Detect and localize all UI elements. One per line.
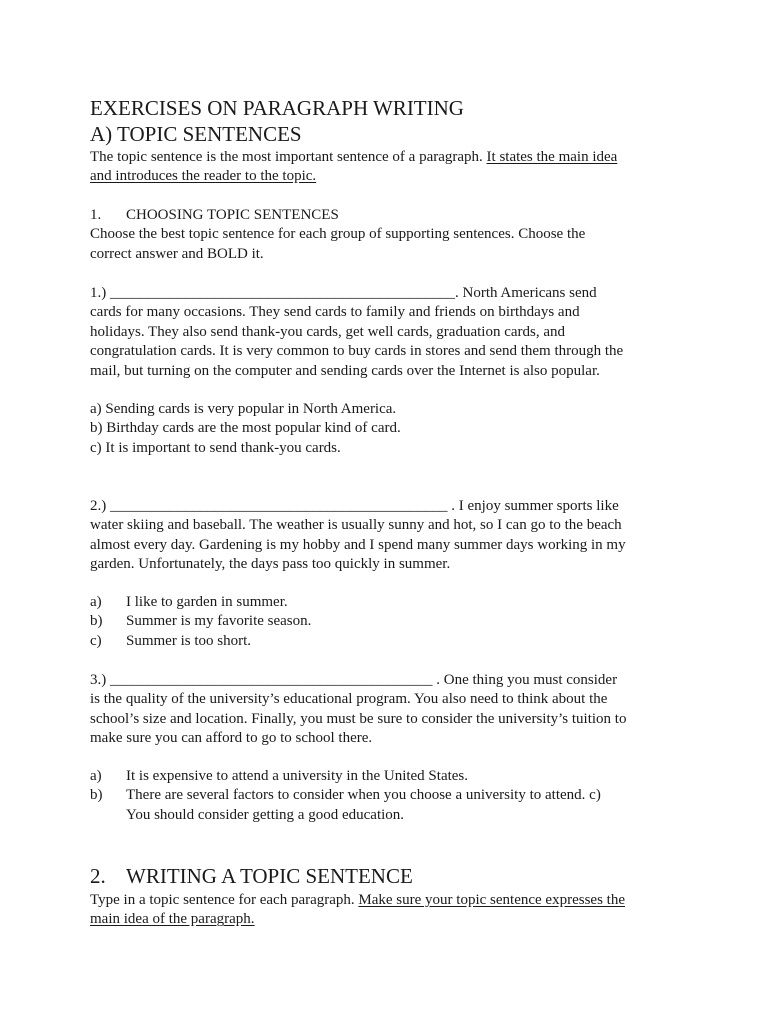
q3-line-1: 3.) ___________________________________________ . One thing you must consider — [90, 672, 618, 688]
intro-paragraph — [90, 148, 690, 187]
question-2-paragraph — [90, 497, 690, 575]
q2-option-b: b) Summer is my favorite season. — [90, 613, 312, 630]
question-1-options — [90, 400, 690, 458]
section1-block — [90, 206, 690, 264]
section2-instructions — [90, 891, 690, 930]
q3-option-a: a) It is expensive to attend a university in the United States. — [90, 768, 469, 784]
section1-heading-text: CHOOSING TOPIC SENTENCES — [126, 207, 339, 223]
section2-line-1: Type in a topic sentence for each paragraph. Make sure your topic sentence expresses the — [90, 892, 625, 908]
q3-option-b: b) There are several factors to consider when you choose a university to attend. c) — [90, 787, 601, 804]
section2-heading — [90, 864, 413, 888]
q2-option-a: a) I like to garden in summer. — [90, 594, 288, 610]
q1-option-a: a) Sending cards is very popular in North America. — [90, 401, 397, 417]
section1-instructions-line-1: Choose the best topic sentence for each group of supporting sentences. Choose the — [90, 226, 586, 243]
section2-heading-text: WRITING A TOPIC SENTENCE — [126, 864, 413, 888]
section-title-topic-sentences: A) TOPIC SENTENCES — [90, 122, 302, 146]
q1-option-c: c) It is important to send thank-you cards. — [90, 439, 341, 456]
question-3-paragraph — [90, 671, 690, 749]
q1-line-3: holidays. They also send thank-you cards, get well cards, graduation cards, and — [90, 323, 566, 340]
page-title: EXERCISES ON PARAGRAPH WRITING — [90, 96, 464, 120]
q2-line-4: garden. Unfortunately, the days pass too quickly in summer. — [90, 556, 451, 573]
question-1-paragraph — [90, 284, 690, 381]
section1-instructions-line-2: correct answer and BOLD it. — [90, 245, 264, 262]
q3-line-3: school’s size and location. Finally, you must be sure to consider the university’s tuition to — [90, 710, 627, 727]
q3-line-2: is the quality of the university’s educational program. You also need to think about the — [90, 691, 608, 708]
intro-underlined-2: and introduces the reader to the topic. — [90, 168, 317, 185]
q1-line-4: congratulation cards. It is very common to buy cards in stores and send them through the — [90, 343, 624, 360]
section2-underlined-1: Make sure your topic sentence expresses the — [358, 892, 625, 908]
question-2-options — [90, 593, 690, 651]
q2-line-1: 2.) _____________________________________________ . I enjoy summer sports like — [90, 498, 619, 514]
q2-line-3: almost every day. Gardening is my hobby and I spend many summer days working in my — [90, 536, 626, 553]
q1-option-b: b) Birthday cards are the most popular kind of card. — [90, 420, 401, 437]
q2-line-2: water skiing and baseball. The weather is usually sunny and hot, so I can go to the beach — [90, 517, 622, 534]
intro-line-1: The topic sentence is the most important sentence of a paragraph. It states the main idea — [90, 149, 618, 165]
intro-underlined-1: It states the main idea — [486, 149, 618, 165]
section1-heading — [90, 206, 690, 225]
q1-line-5: mail, but turning on the computer and sending cards over the Internet is also popular. — [90, 362, 600, 379]
section1-number: 1. — [90, 207, 102, 223]
section2-underlined-2: main idea of the paragraph. — [90, 911, 255, 928]
question-3-options — [90, 767, 690, 825]
q2-option-c: c) Summer is too short. — [90, 632, 252, 649]
q1-line-1: 1.) ______________________________________________. North Americans send — [90, 285, 597, 301]
section2-number: 2. — [90, 864, 106, 888]
q3-option-c-continuation: You should consider getting a good education. — [126, 806, 405, 823]
q1-line-2: cards for many occasions. They send cards to family and friends on birthdays and — [90, 304, 580, 321]
q3-line-4: make sure you can afford to go to school there. — [90, 730, 373, 747]
